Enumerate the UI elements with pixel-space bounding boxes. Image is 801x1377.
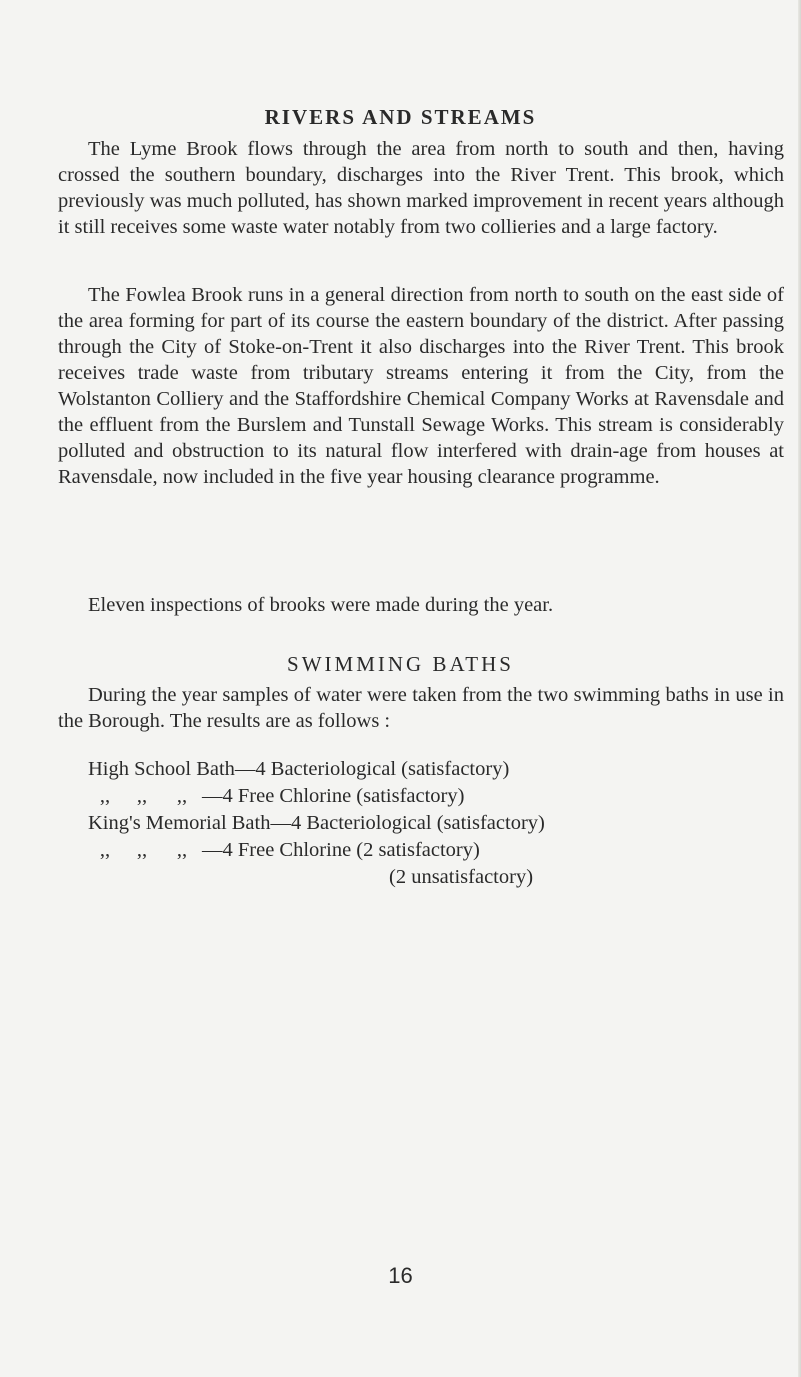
ditto-mark: ,, (99, 839, 111, 861)
result-row (88, 783, 778, 810)
ditto-mark: ,, (176, 839, 188, 861)
result-text: —4 Free Chlorine (satisfactory) (202, 785, 465, 807)
result-text: High School Bath—4 Bacteriological (satisfactory) (88, 758, 510, 780)
swimming-heading: SWIMMING BATHS (287, 652, 514, 676)
ditto-mark: ,, (176, 785, 188, 807)
result-text: —4 Free Chlorine (2 satisfactory) (202, 839, 480, 861)
swimming-intro-paragraph: During the year samples of water were taken from the two swimming baths in use in the Borough. The results are as follows : (58, 684, 784, 732)
result-continuation: (2 unsatisfactory) (389, 866, 534, 888)
ditto-mark: ,, (99, 785, 111, 807)
fowlea-brook-paragraph: The Fowlea Brook runs in a general direction from north to south on the east side of the area forming for part of its course the eastern boundary of the district. After passing through the City of Stoke-on-Trent it also discharges into the River Trent. This brook receives trade waste from tributary streams entering it from the City, from the Wolstanton Colliery and the Staffordshire Chemical Company Works at Ravensdale and the effluent from the Burslem and Tunstall Sewage Works. This stream is considerably polluted and obstruction to its natural flow interfered with drain-age from houses at Ravensdale, now included in the five year housing clearance programme. (58, 284, 784, 488)
results-list (88, 756, 778, 864)
ditto-mark: ,, (136, 839, 148, 861)
page-number: 16 (388, 1263, 413, 1288)
result-row (88, 810, 778, 837)
result-text: King's Memorial Bath—4 Bacteriological (satisfactory) (88, 812, 545, 834)
rivers-heading: RIVERS AND STREAMS (264, 105, 537, 129)
result-row (88, 837, 778, 864)
ditto-mark: ,, (136, 785, 148, 807)
inspections-paragraph: Eleven inspections of brooks were made during the year. (88, 594, 554, 616)
result-row (88, 756, 778, 783)
lyme-brook-paragraph: The Lyme Brook flows through the area from north to south and then, having crossed the southern boundary, discharges into the River Trent. This brook, which previously was much polluted, has shown marked improvement in recent years although it still receives some waste water notably from two collieries and a large factory. (58, 138, 784, 238)
